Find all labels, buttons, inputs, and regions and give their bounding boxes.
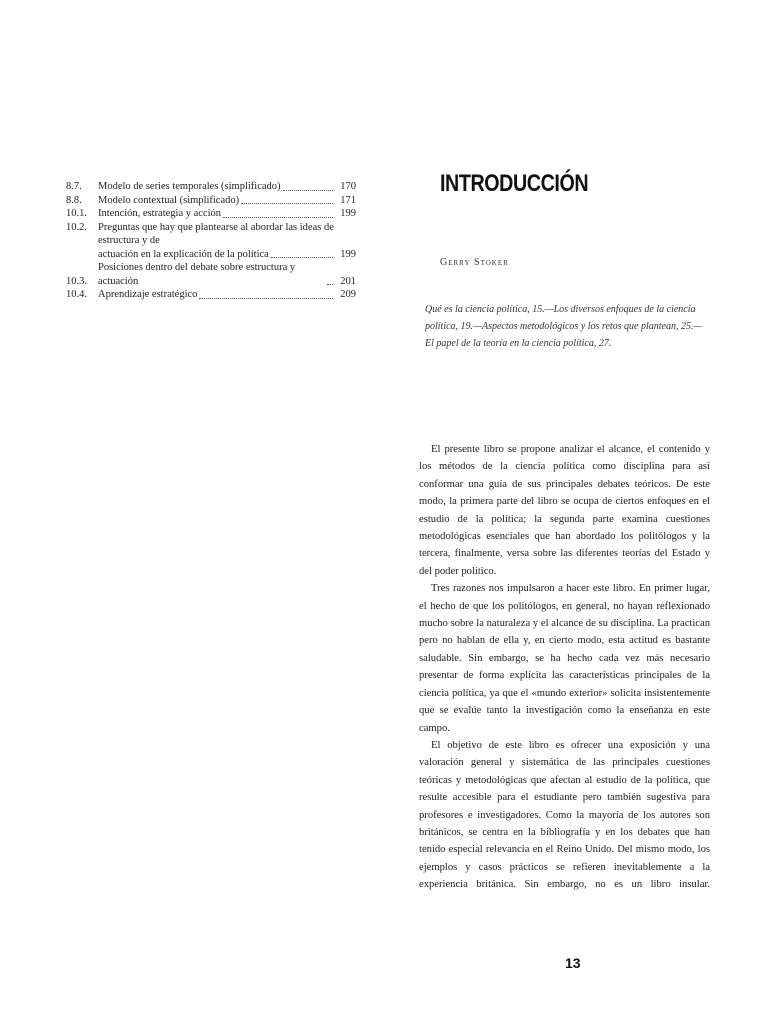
toc-page: 199 [340,248,356,260]
toc-title: Posiciones dentro del debate sobre estructura y actuación [98,262,296,287]
toc-row [66,194,356,208]
toc-row [66,288,356,302]
toc-page: 170 [340,181,356,192]
toc-page: 171 [340,194,356,206]
toc-number: 8.7. [66,181,82,192]
toc-page: 201 [340,275,356,287]
toc-title: Intención, estrategia y acción [98,208,222,219]
toc-number: 10.4. [66,289,87,300]
toc-title: Modelo contextual (simplificado) [98,194,240,206]
toc-page: 209 [340,289,356,300]
toc-title: Aprendizaje estratégico [98,289,198,300]
toc-row [66,261,356,288]
toc-number: 8.8. [66,194,82,206]
body-text [419,441,710,896]
toc-page: 199 [340,208,356,219]
toc-title-continued: actuación en la explicación de la política [98,248,269,260]
page-number: 13 [565,955,581,971]
toc-number: 10.3. [66,275,87,287]
paragraph: El objetivo de este libro es ofrecer una exposición y una valoración general y sistemática de las principales cuestiones teóricas y metodológicas que afectan al estudio de la política, que resulte accesible para el estudiante pero también sugestiva para profesores e investigadores. Como la mayoría de los autores son británicos, se centra en la bibliografía y en los debates que han tenido especial relevancia en el Reino Unido. Del mismo modo, los ejemplos y casos prácticos se refieren inevitablemente a la experiencia británica. Sin embargo, no es un libro insular. [419,739,710,891]
dot-leader [241,203,333,204]
toc-title: Modelo de series temporales (simplificado) [98,181,281,192]
chapter-summary: Qué es la ciencia política, 15.—Los diversos enfoques de la ciencia política, 19.—Aspectos metodológicos y los retos que plantean, 25.—El papel de la teoría en la ciencia política, 27. [425,304,703,349]
chapter-heading: INTRODUCCIÓN [440,170,589,197]
dot-leader [283,190,333,191]
toc-row [66,207,356,221]
list-of-figures [66,180,356,302]
paragraph: Tres razones nos impulsaron a hacer este libro. En primer lugar, el hecho de que los politólogos, en general, no hayan reflexionado mucho sobre la naturaleza y el alcance de su disciplina. La practican pero no hablan de ella y, en cierto modo, esta actitud es bastante saludable. Sin embargo, se ha hecho cada vez más necesario presentar de forma explícita las características principales de la ciencia política, ya que el «mundo exterior» solicita insistentemente que se evalúe tanto la investigación como la enseñanza en este campo. [419,583,710,734]
dot-leader [327,284,333,285]
dot-leader [223,217,333,218]
dot-leader [199,298,333,299]
paragraph: El presente libro se propone analizar el alcance, el contenido y los métodos de la ciencia política como disciplina para así conformar una guía de sus principales debates teóricos. De este modo, la primera parte del libro se ocupa de ciertos enfoques en el estudio de la política; la segunda parte examina cuestiones metodológicas esenciales que han abordado los politólogos y la tercera, finalmente, versa sobre las diferentes teorías del Estado y del poder político. [419,444,710,577]
toc-row [66,221,356,262]
toc-number: 10.1. [66,208,87,219]
chapter-author: Gerry Stoker [440,257,509,268]
dot-leader [271,257,333,258]
toc-number: 10.2. [66,221,87,233]
toc-row [66,180,356,194]
toc-title: Preguntas que hay que plantearse al abordar las ideas de estructura y de [98,221,334,246]
